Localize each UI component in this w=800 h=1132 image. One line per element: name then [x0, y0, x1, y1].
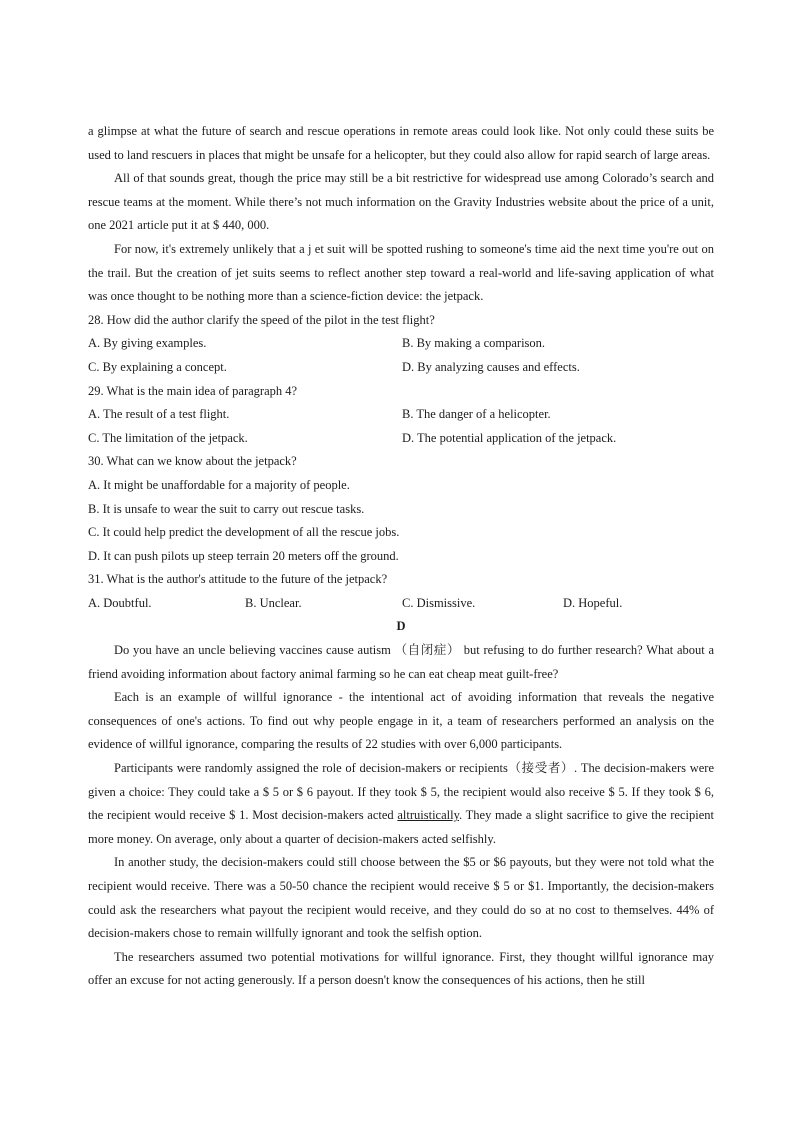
passage-d-paragraph: In another study, the decision-makers could still choose between the $5 or $6 payouts, but they were not told what the recipient would receive. There was a 50-50 chance the recipient would receive $ 5 or $1. Importantly, the decision-makers could ask the researchers what payout the recipient would receive, and they could do so at no cost to themselves. 44% of decision-makers chose to remain willfully ignorant and took the selfish option. [88, 855, 714, 941]
question-28-option-d[interactable]: D. By analyzing causes and effects. [402, 359, 580, 374]
question-28-options-row [88, 332, 714, 356]
passage-d-paragraph: Do you have an uncle believing vaccines cause autism （自闭症） but refusing to do further research? What about a friend avoiding information about factory animal farming so he can eat cheap meat guilt-free? [88, 643, 714, 681]
question-29-option-b[interactable]: B. The danger of a helicopter. [402, 407, 551, 422]
passage-c-paragraph: For now, it's extremely unlikely that a j et suit will be spotted rushing to someone's time aid the next time you're out on the trail. But the creation of jet suits seems to reflect another step toward a real-world and life-saving application of what was once thought to be nothing more than a science-fiction device: the jetpack. [88, 241, 714, 304]
question-31-option-d[interactable]: D. Hopeful. [563, 595, 623, 610]
question-30-option-a[interactable]: A. It might be unaffordable for a majority of people. [88, 477, 350, 492]
question-28-stem: 28. How did the author clarify the speed of the pilot in the test flight? [88, 312, 435, 327]
passage-d-paragraph: The researchers assumed two potential motivations for willful ignorance. First, they thought willful ignorance may offer an excuse for not acting generously. If a person doesn't know the consequences of his actions, then he still [88, 949, 714, 988]
question-31-stem: 31. What is the author's attitude to the future of the jetpack? [88, 572, 388, 587]
question-28-option-a[interactable]: A. By giving examples. [88, 336, 207, 351]
question-29-options-row [88, 427, 714, 451]
question-30-stem: 30. What can we know about the jetpack? [88, 454, 297, 469]
question-29-stem: 29. What is the main idea of paragraph 4? [88, 383, 298, 398]
question-30-option-c[interactable]: C. It could help predict the development of all the rescue jobs. [88, 525, 400, 540]
exam-page [88, 120, 714, 993]
passage-d-paragraph [88, 757, 714, 851]
question-29-options-row [88, 403, 714, 427]
section-d-heading: D [396, 619, 406, 634]
passage-d-paragraph: Each is an example of willful ignorance - the intentional act of avoiding information that reveals the negative consequences of one's actions. To find out why people engage in it, a team of researchers performed an analysis on the evidence of willful ignorance, comparing the results of 22 studies with over 6,000 participants. [88, 690, 714, 752]
passage-d-text: Participants were randomly assigned the role of decision-makers or recipients（接受者）. The decision-makers were given a choice: They could take a $ 5 or $ 6 payout. If they took $ 5, the recipient would also receive $ 5. If they took $ 6, the recipient would receive $ 1. Most decision-makers acted [88, 761, 714, 823]
question-29-option-d[interactable]: D. The potential application of the jetpack. [402, 430, 617, 445]
passage-d-text: . They made a slight sacrifice to give the recipient more money. On average, only about a quarter of decision-makers acted selfishly. [88, 808, 714, 846]
question-28-option-c[interactable]: C. By explaining a concept. [88, 359, 227, 374]
question-31-options-row [88, 592, 714, 616]
passage-c-paragraph: All of that sounds great, though the price may still be a bit restrictive for widespread use among Colorado’s search and rescue teams at the moment. While there’s not much information on the Gravity Industries website about the price of a unit, one 2021 article put it at $ 440, 000. [88, 171, 714, 233]
underlined-word: altruistically [397, 808, 460, 823]
passage-c-paragraph: a glimpse at what the future of search and rescue operations in remote areas could look like. Not only could these suits be used to land rescuers in places that might be unsafe for a helicopter, but they could also allow for rapid search of large areas. [88, 124, 714, 162]
question-29-option-a[interactable]: A. The result of a test flight. [88, 407, 230, 422]
question-31-option-b[interactable]: B. Unclear. [245, 595, 302, 610]
question-30-option-b[interactable]: B. It is unsafe to wear the suit to carry out rescue tasks. [88, 501, 365, 516]
question-29-option-c[interactable]: C. The limitation of the jetpack. [88, 430, 248, 445]
question-30-option-d[interactable]: D. It can push pilots up steep terrain 20 meters off the ground. [88, 548, 399, 563]
question-28-option-b[interactable]: B. By making a comparison. [402, 336, 546, 351]
question-31-option-c[interactable]: C. Dismissive. [402, 595, 476, 610]
question-31-option-a[interactable]: A. Doubtful. [88, 595, 152, 610]
question-28-options-row [88, 356, 714, 380]
